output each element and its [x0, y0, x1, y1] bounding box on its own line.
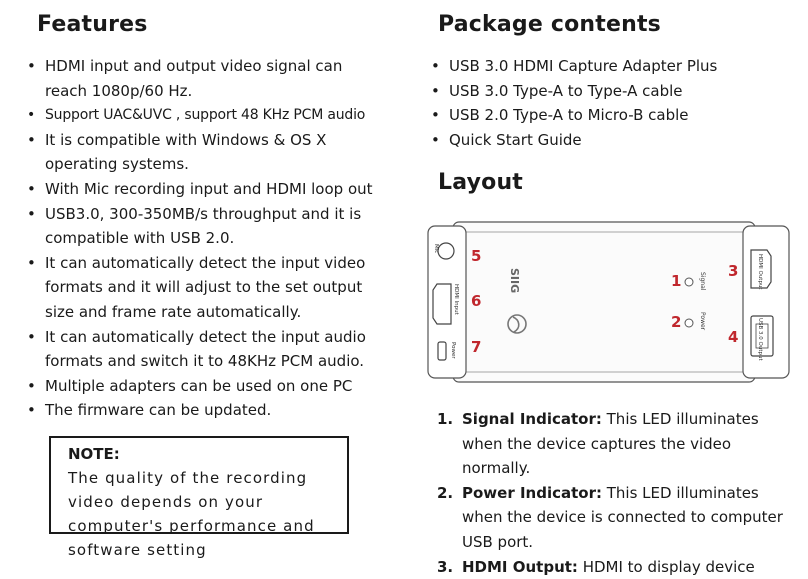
power-led-label: Power	[699, 312, 706, 331]
brand-label: SIIG	[508, 268, 521, 294]
list-item: • USB 2.0 Type-A to Micro-B cable	[431, 103, 791, 128]
package-heading: Package contents	[438, 12, 661, 37]
item-desc: HDMI to display device	[577, 557, 755, 576]
item-term: Signal Indicator:	[462, 410, 602, 428]
list-item: • USB3.0, 300-350MB/s throughput and it is compatible with USB 2.0.	[27, 202, 377, 251]
callout-2: 2	[671, 313, 682, 331]
item-desc: This LED illuminates when the device captures the video normally.	[462, 410, 759, 478]
list-item: • It can automatically detect the input video formats and it will adjust to the set output size and frame rate automatically.	[27, 251, 377, 325]
item-term: HDMI Output:	[462, 557, 578, 576]
list-item	[437, 555, 797, 579]
power-port-label: Power	[450, 342, 456, 359]
hdmi-input-label: HDMI Input	[453, 284, 459, 315]
usb-output-label: USB 3.0 Output	[757, 318, 763, 361]
list-item	[437, 407, 797, 481]
callout-6: 6	[471, 292, 482, 310]
callout-1: 1	[671, 272, 682, 290]
callout-3: 3	[728, 262, 739, 280]
features-list	[27, 54, 377, 423]
item-number: 2.	[437, 483, 454, 502]
note-title: NOTE:	[68, 445, 120, 463]
item-number: 1.	[437, 410, 454, 428]
item-number: 3.	[437, 557, 454, 576]
callout-4: 4	[728, 328, 739, 346]
list-item: • HDMI input and output video signal can reach 1080p/60 Hz.	[27, 54, 377, 103]
list-item: • With Mic recording input and HDMI loop out	[27, 177, 377, 202]
list-item: • It can automatically detect the input audio formats and switch it to 48KHz PCM audio.	[27, 325, 377, 374]
layout-heading: Layout	[438, 170, 524, 195]
signal-led-label: Signal	[699, 272, 706, 291]
list-item	[437, 481, 797, 555]
features-heading: Features	[37, 12, 148, 37]
item-desc: This LED illuminates when the device is connected to computer USB port.	[462, 483, 783, 551]
note-box	[49, 436, 349, 559]
note-body: The quality of the recording video depends on your computer's performance and software setting	[68, 469, 315, 559]
list-item: • It is compatible with Windows & OS X operating systems.	[27, 128, 377, 177]
layout-list	[437, 407, 797, 579]
mic-label: Mic	[433, 244, 439, 254]
package-list	[431, 54, 791, 152]
power-led	[685, 319, 693, 327]
list-item: • USB 3.0 HDMI Capture Adapter Plus	[431, 54, 791, 79]
hdmi-output-label: HDMI Output	[757, 254, 763, 290]
callout-5: 5	[471, 247, 482, 265]
list-item: • Support UAC&UVC , support 48 KHz PCM audio	[27, 103, 377, 128]
item-term: Power Indicator:	[462, 483, 602, 502]
list-item: • USB 3.0 Type-A to Type-A cable	[431, 79, 791, 104]
list-item: • Multiple adapters can be used on one PC	[27, 374, 377, 399]
callout-7: 7	[471, 338, 482, 356]
list-item: • The firmware can be updated.	[27, 398, 377, 423]
device-diagram	[425, 216, 793, 388]
signal-led	[685, 278, 693, 286]
list-item: • Quick Start Guide	[431, 128, 791, 153]
